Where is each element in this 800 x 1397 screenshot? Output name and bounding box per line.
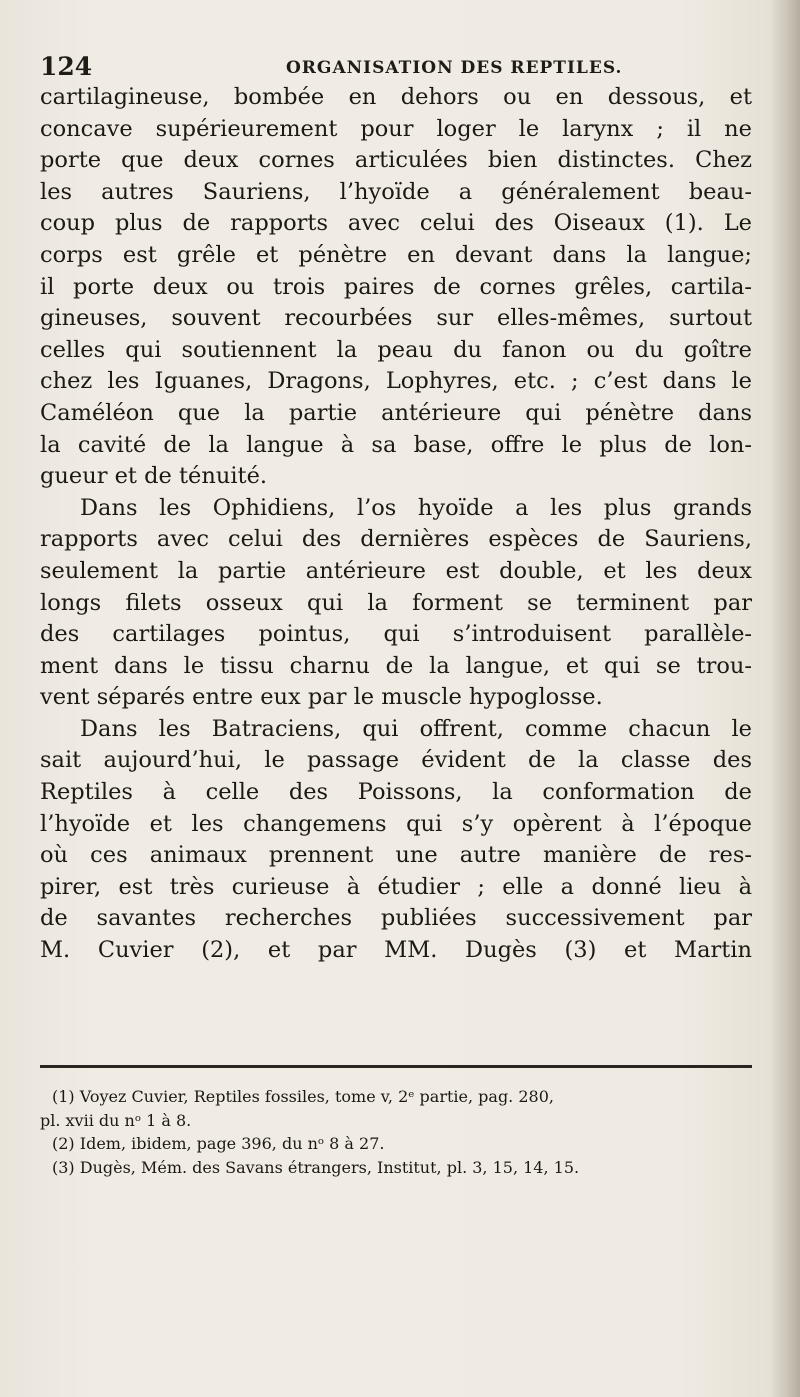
text-line: longs filets osseux qui la forment se terminent par xyxy=(40,589,752,616)
text-line: Dans les Ophidiens, l’os hyoïde a les plus grands xyxy=(80,494,752,521)
text-line: ment dans le tissu charnu de la langue, et qui se trou- xyxy=(40,652,752,679)
text-line: Dans les Batraciens, qui offrent, comme chacun le xyxy=(80,715,752,742)
text-line: l’hyoïde et les changemens qui s’y opèrent à l’époque xyxy=(40,810,752,837)
footnote-rule xyxy=(40,1065,752,1068)
text-line: seulement la partie antérieure est double, et les deux xyxy=(40,557,752,584)
text-line: les autres Sauriens, l’hyoïde a généralement beau- xyxy=(40,178,752,205)
text-line: il porte deux ou trois paires de cornes grêles, cartila- xyxy=(40,273,752,300)
footnote-line: pl. xvii du nᵒ 1 à 8. xyxy=(40,1110,192,1130)
text-line: où ces animaux prennent une autre manière de res- xyxy=(40,842,752,869)
text-line: celles qui soutiennent la peau du fanon ou du goître xyxy=(40,336,752,363)
footnotes xyxy=(40,1085,752,1179)
page-header xyxy=(40,52,760,86)
text-line: Reptiles à celle des Poissons, la conformation de xyxy=(40,779,752,806)
text-line: la cavité de la langue à sa base, offre le plus de lon- xyxy=(40,431,752,458)
body-text xyxy=(40,82,752,967)
footnote-line: (1) Voyez Cuvier, Reptiles fossiles, tome v, 2ᵉ partie, pag. 280, xyxy=(52,1087,554,1106)
text-line: rapports avec celui des dernières espèces de Sauriens, xyxy=(40,526,752,553)
footnote-line: (3) Dugès, Mém. des Savans étrangers, Institut, pl. 3, 15, 14, 15. xyxy=(52,1157,580,1177)
footnote-line: (2) Idem, ibidem, page 396, du nᵒ 8 à 27. xyxy=(52,1134,385,1153)
text-line: gueur et de ténuité. xyxy=(40,463,268,490)
text-line: coup plus de rapports avec celui des Oiseaux (1). Le xyxy=(40,210,752,237)
text-line: de savantes recherches publiées successivement par xyxy=(40,905,752,932)
text-line: des cartilages pointus, qui s’introduisent parallèle- xyxy=(40,621,752,648)
text-line: concave supérieurement pour loger le larynx ; il ne xyxy=(40,115,752,142)
page-number: 124 xyxy=(40,52,93,81)
running-head: ORGANISATION DES REPTILES. xyxy=(286,58,623,78)
text-line: vent séparés entre eux par le muscle hypoglosse. xyxy=(40,684,603,711)
text-line: pirer, est très curieuse à étudier ; elle a donné lieu à xyxy=(40,873,752,900)
text-line: Caméléon que la partie antérieure qui pénètre dans xyxy=(40,399,752,426)
text-line: sait aujourd’hui, le passage évident de la classe des xyxy=(40,747,752,774)
page-binding-shadow xyxy=(770,0,800,1397)
text-line: porte que deux cornes articulées bien distinctes. Chez xyxy=(40,147,752,174)
text-line: gineuses, souvent recourbées sur elles-mêmes, surtout xyxy=(40,305,752,332)
text-line: corps est grêle et pénètre en devant dans la langue; xyxy=(40,241,752,268)
text-line: chez les Iguanes, Dragons, Lophyres, etc. ; c’est dans le xyxy=(40,368,752,395)
text-line: cartilagineuse, bombée en dehors ou en dessous, et xyxy=(40,84,752,110)
text-line: M. Cuvier (2), et par MM. Dugès (3) et Martin xyxy=(40,937,752,964)
